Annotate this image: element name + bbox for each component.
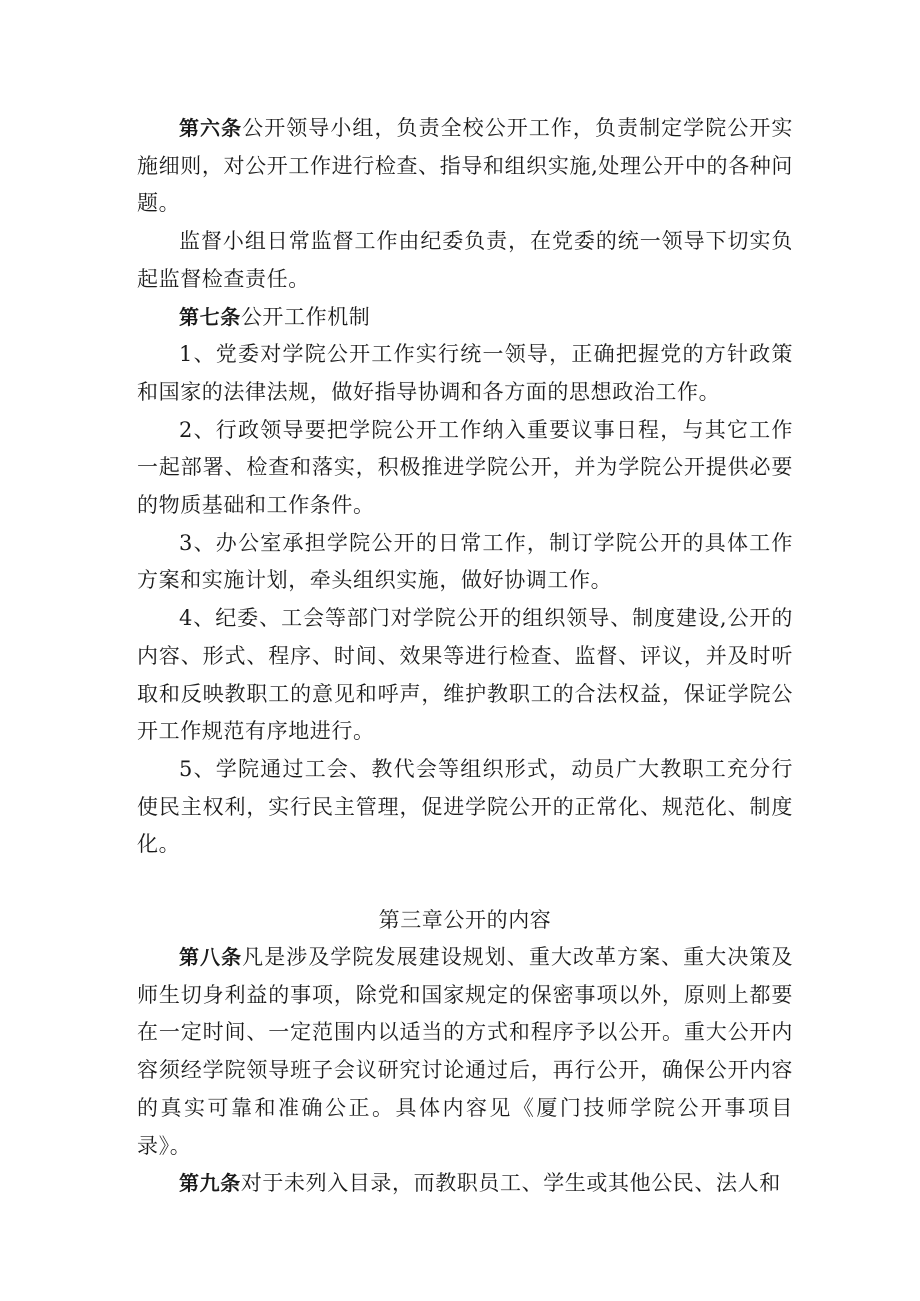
article-8-paragraph (137, 939, 793, 1165)
article-heading: 第六条 (179, 116, 243, 140)
paragraph-text: 1、党委对学院公开工作实行统一领导，正确把握党的方针政策和国家的法律法规，做好指导协调和各方面的思想政治工作。 (137, 342, 793, 404)
chapter-title: 第三章公开的内容 (378, 908, 552, 933)
article-6-paragraph (137, 110, 793, 223)
paragraph-text: 对于未列入目录，而教职员工、学生或其他公民、法人和 (240, 1171, 781, 1196)
article-9-paragraph (137, 1165, 793, 1203)
list-item-1 (137, 336, 793, 411)
supervision-paragraph (137, 223, 793, 298)
article-heading: 第七条 (179, 304, 241, 329)
paragraph-text: 3、办公室承担学院公开的日常工作，制订学院公开的具体工作方案和实施计划，牵头组织实施，做好协调工作。 (137, 530, 793, 593)
paragraph-text: 凡是涉及学院发展建设规划、重大改革方案、重大决策及师生切身利益的事项，除党和国家规定的保密事项以外，原则上都要在一定时间、一定范围内以适当的方式和程序予以公开。重大公开内容须经学院领导班子会议研究讨论通过后，再行公开，确保公开内容的真实可靠和准确公正。具体内容见《厦门技师学院公开事项目录》。 (137, 945, 793, 1158)
article-heading: 第九条 (179, 1171, 241, 1196)
article-7-paragraph (137, 299, 793, 337)
list-item-5 (137, 751, 793, 864)
paragraph-text: 5、学院通过工会、教代会等组织形式，动员广大教职工充分行使民主权利，实行民主管理，促进学院公开的正常化、规范化、制度化。 (137, 756, 793, 857)
paragraph-text: 公开领导小组，负责全校公开工作，负责制定学院公开实施细则，对公开工作进行检查、指导和组织实施,处理公开中的各种问题。 (137, 116, 793, 216)
list-item-2 (137, 412, 793, 525)
list-item-3 (137, 525, 793, 600)
paragraph-text: 4、纪委、工会等部门对学院公开的组织领导、制度建设,公开的内容、形式、程序、时间、效果等进行检查、监督、评议，并及时听取和反映教职工的意见和呼声，维护教职工的合法权益，保证学院公开工作规范有序地进行。 (137, 606, 793, 744)
paragraph-text: 监督小组日常监督工作由纪委负责，在党委的统一领导下切实负起监督检查责任。 (137, 229, 793, 291)
paragraph-text: 2、行政领导要把学院公开工作纳入重要议事日程，与其它工作一起部署、检查和落实，积极推进学院公开，并为学院公开提供必要的物质基础和工作条件。 (137, 417, 793, 518)
paragraph-text: 公开工作机制 (240, 304, 371, 329)
list-item-4 (137, 600, 793, 751)
document-body (137, 110, 793, 1203)
article-heading: 第八条 (179, 945, 243, 970)
